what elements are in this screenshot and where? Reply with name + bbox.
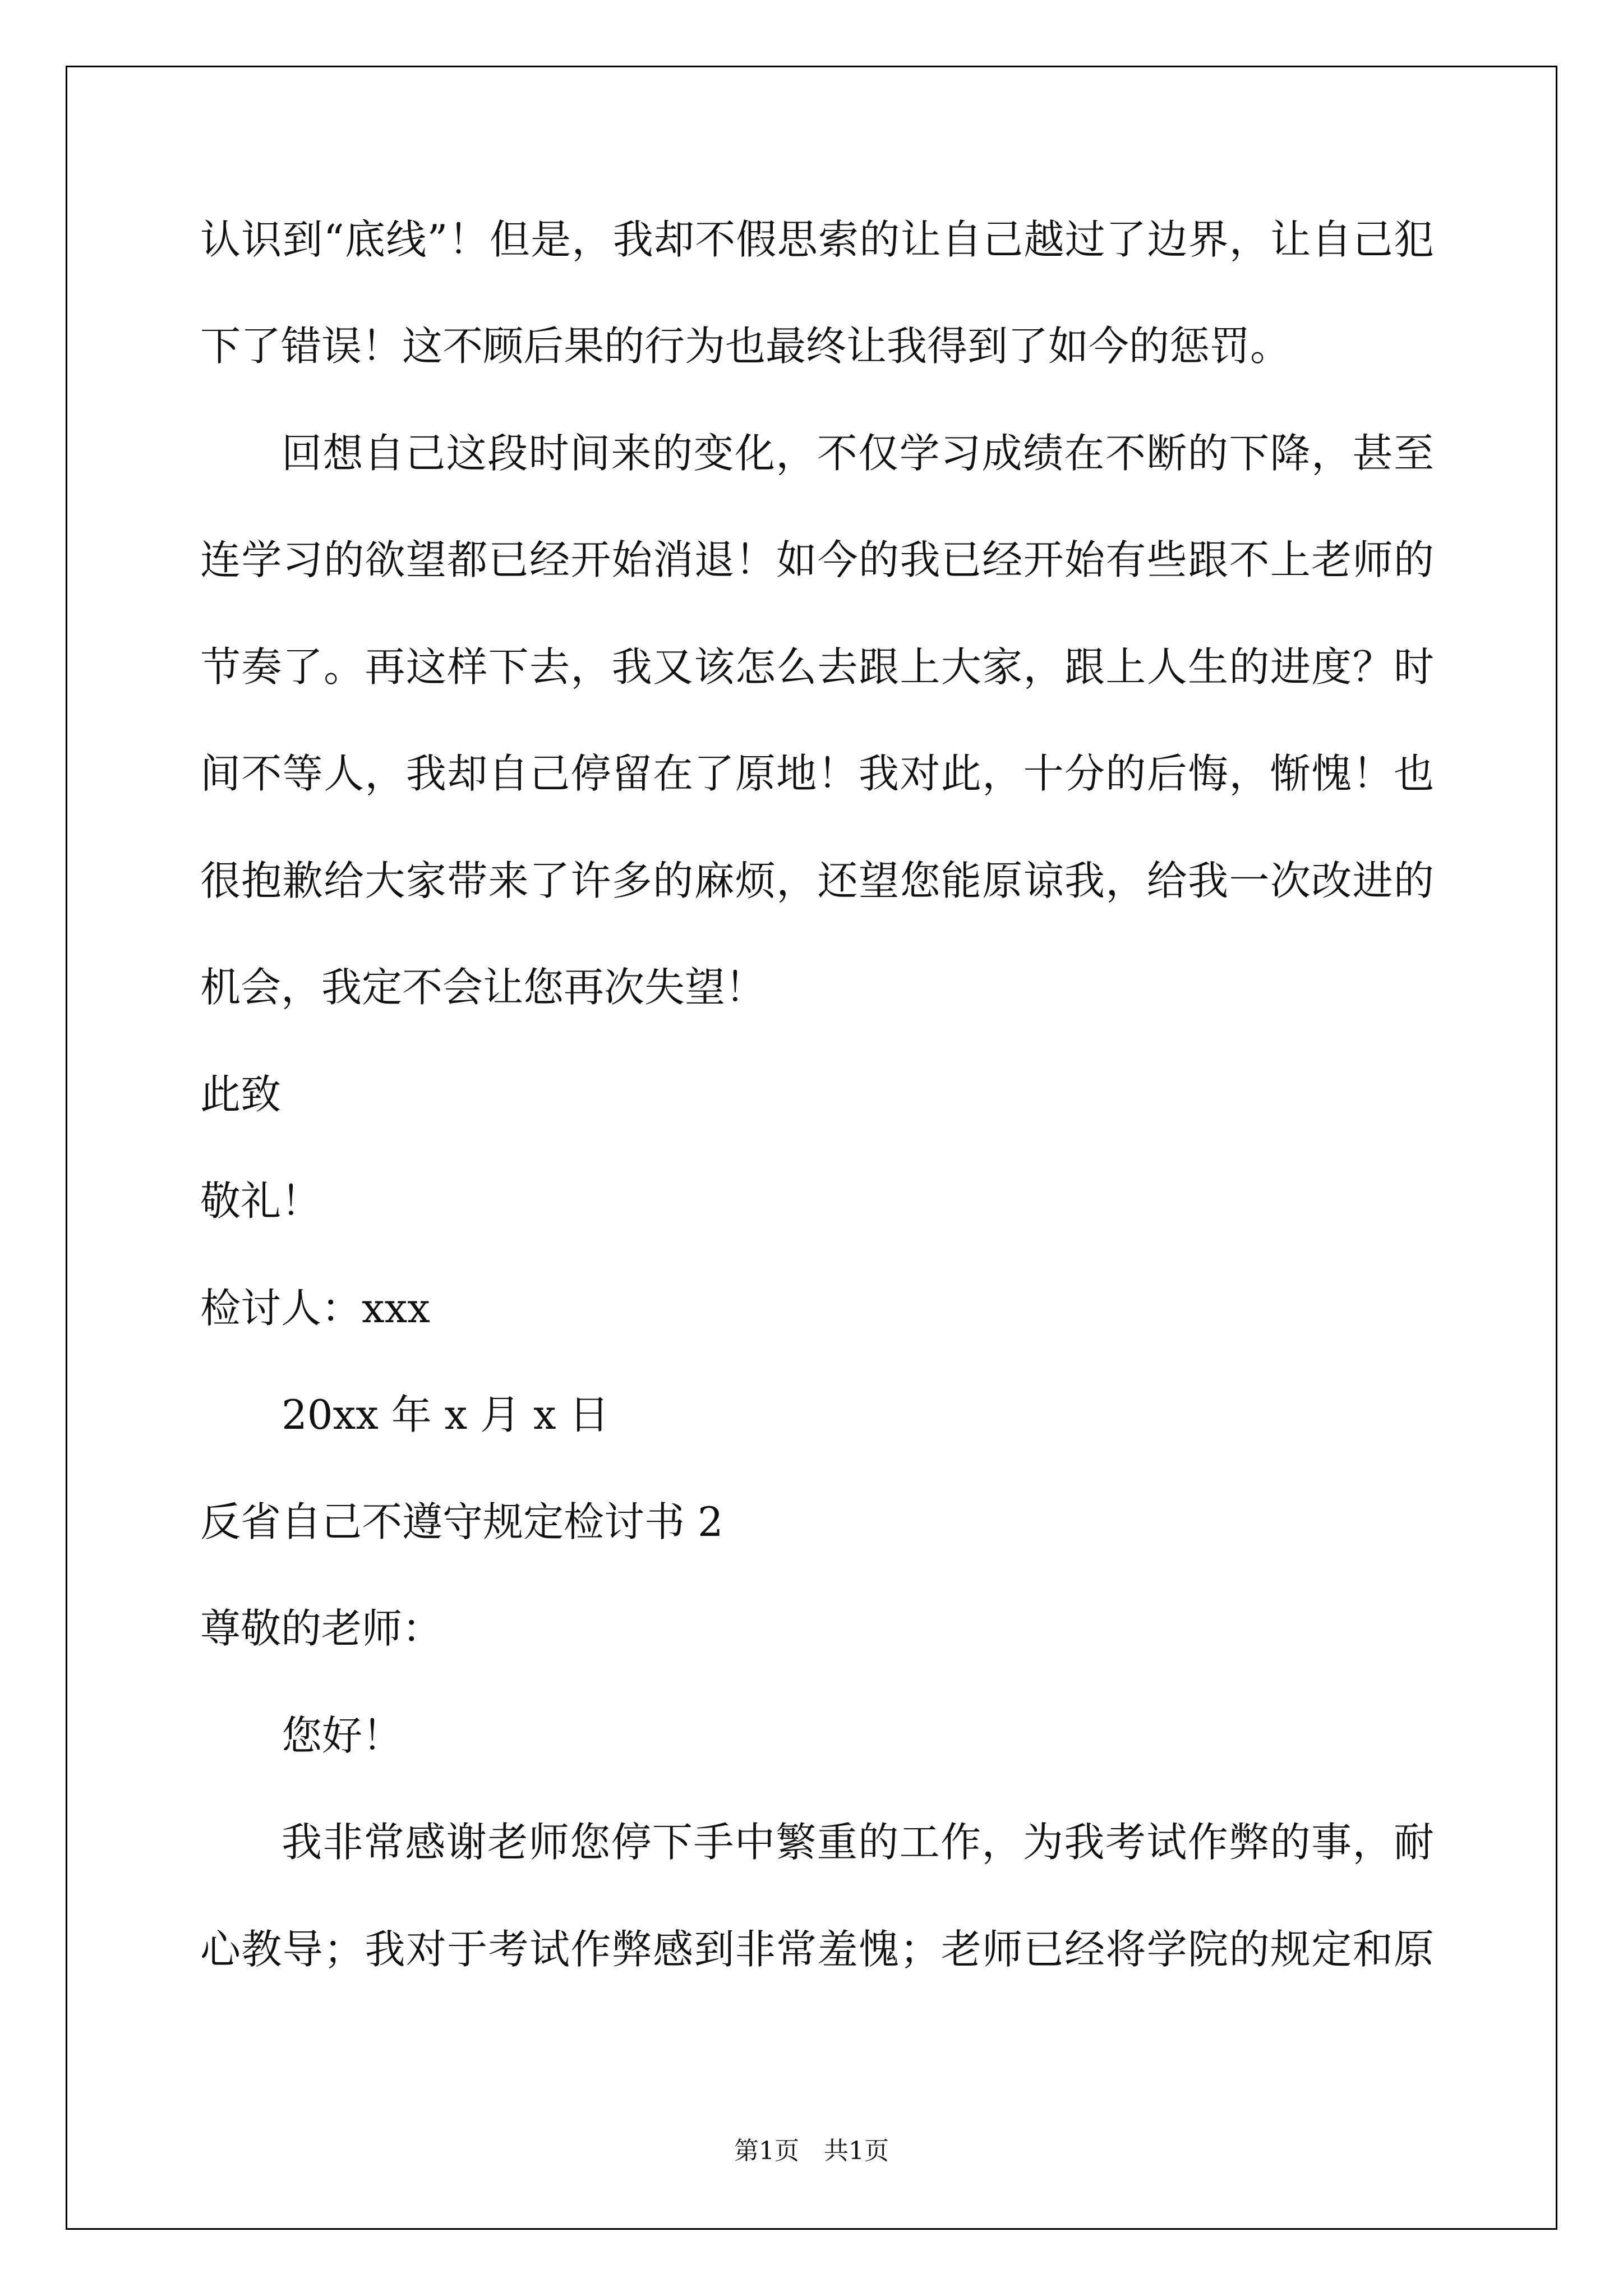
text-line: 很抱歉给大家带来了许多的麻烦，还望您能原谅我，给我一次改进的	[200, 857, 1434, 904]
date-line: 20xx 年 x 月 x 日	[282, 1391, 610, 1438]
text-line: 心教导；我对于考试作弊感到非常羞愧；老师已经将学院的规定和原	[200, 1926, 1434, 1973]
text-line: 间不等人，我却自己停留在了原地！我对此，十分的后悔，惭愧！也	[200, 750, 1434, 797]
page-border	[66, 66, 1557, 2230]
greeting: 尊敬的老师：	[200, 1605, 443, 1652]
text-line: 连学习的欲望都已经开始消退！如今的我已经开始有些跟不上老师的	[200, 536, 1434, 583]
closing-regards: 敬礼！	[200, 1177, 322, 1225]
greeting-hello: 您好！	[282, 1712, 403, 1759]
text-line: 下了错误！这不顾后果的行为也最终让我得到了如今的惩罚。	[200, 323, 1291, 370]
page-footer: 第1页 共1页	[734, 2137, 889, 2165]
section-title: 反省自己不遵守规定检讨书 2	[200, 1498, 723, 1545]
text-line: 节奏了。再这样下去，我又该怎么去跟上大家，跟上人生的进度？时	[200, 643, 1434, 691]
text-line: 回想自己这段时间来的变化，不仅学习成绩在不断的下降，甚至	[282, 430, 1434, 477]
text-line: 认识到“底线”！但是，我却不假思索的让自己越过了边界，让自己犯	[200, 216, 1434, 263]
text-line: 机会，我定不会让您再次失望！	[200, 964, 766, 1011]
text-line: 我非常感谢老师您停下手中繁重的工作，为我考试作弊的事，耐	[282, 1819, 1434, 1866]
signature-line: 检讨人：xxx	[200, 1285, 430, 1332]
closing-salutation: 此致	[200, 1071, 282, 1118]
